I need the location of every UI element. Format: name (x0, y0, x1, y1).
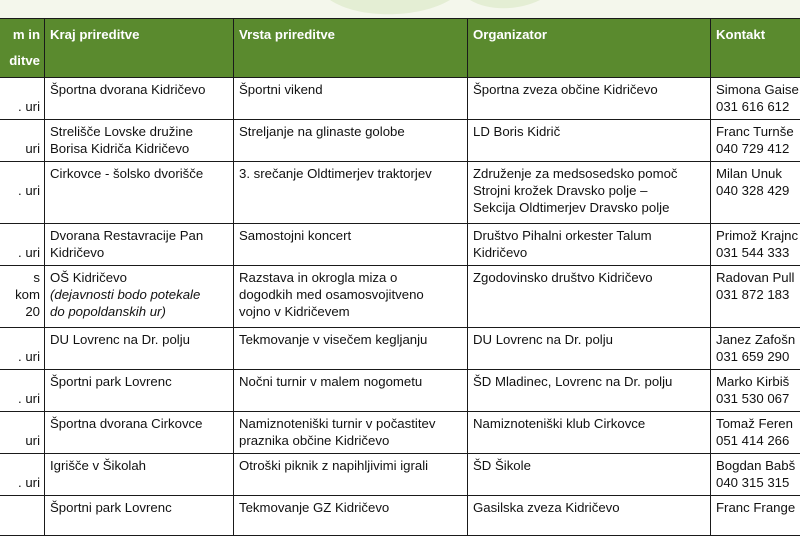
cell-event-type (234, 78, 468, 120)
cell-event-type-line: dogodkih med osamosvojitveno (239, 286, 463, 303)
header-date-time (0, 19, 45, 78)
table-row (0, 412, 800, 454)
cell-location-line: Cirkovce - šolsko dvorišče (50, 165, 229, 182)
cell-date-time (0, 78, 45, 120)
cell-event-type (234, 454, 468, 496)
cell-contact-line: Bogdan Babš (716, 457, 800, 474)
cell-date-time-line (0, 457, 40, 474)
cell-contact (711, 162, 800, 224)
header-date-line-2: ditve (0, 48, 40, 74)
cell-event-type (234, 120, 468, 162)
cell-contact-line: Franc Frange (716, 499, 800, 516)
cell-organizer (468, 454, 711, 496)
cell-event-type-line: Nočni turnir v malem nogometu (239, 373, 463, 390)
cell-contact-line: 040 315 315 (716, 474, 800, 491)
cell-organizer-line: Sekcija Oldtimerjev Dravsko polje (473, 199, 706, 216)
cell-contact-line: Simona Gaise (716, 81, 800, 98)
cell-organizer-line: Športna zveza občine Kidričevo (473, 81, 706, 98)
cell-contact (711, 266, 800, 328)
cell-organizer (468, 162, 711, 224)
cell-organizer (468, 412, 711, 454)
table-row (0, 454, 800, 496)
cell-organizer (468, 78, 711, 120)
cell-organizer (468, 328, 711, 370)
table-row (0, 162, 800, 224)
cell-date-time-line (0, 415, 40, 432)
cell-date-time-line (0, 123, 40, 140)
cell-organizer (468, 496, 711, 536)
table-row (0, 370, 800, 412)
cell-date-time (0, 328, 45, 370)
cell-contact-line: Marko Kirbiš (716, 373, 800, 390)
cell-date-time (0, 120, 45, 162)
cell-organizer-line: Strojni krožek Dravsko polje – (473, 182, 706, 199)
cell-date-time-line (0, 499, 40, 516)
cell-contact (711, 120, 800, 162)
cell-event-type-line: Tekmovanje v visečem kegljanju (239, 331, 463, 348)
cell-date-time-line (0, 331, 40, 348)
cell-location-line: Strelišče Lovske družine (50, 123, 229, 140)
cell-contact-line: 040 729 412 (716, 140, 800, 157)
cell-location-line: Igrišče v Šikolah (50, 457, 229, 474)
cell-contact (711, 454, 800, 496)
cell-date-time-line (0, 81, 40, 98)
cell-location (45, 412, 234, 454)
cell-organizer-line: Društvo Pihalni orkester Talum (473, 227, 706, 244)
cell-location-note: do popoldanskih ur) (50, 303, 229, 320)
table-row (0, 496, 800, 536)
cell-date-time-line: . uri (0, 98, 40, 115)
table-row (0, 78, 800, 120)
cell-organizer-line: ŠD Šikole (473, 457, 706, 474)
cell-organizer-line: Kidričevo (473, 244, 706, 261)
cell-date-time-line: . uri (0, 348, 40, 365)
table-body (0, 78, 800, 536)
cell-contact (711, 370, 800, 412)
cell-date-time-line: uri (0, 140, 40, 157)
cell-contact-line: Milan Unuk (716, 165, 800, 182)
cell-organizer (468, 120, 711, 162)
cell-date-time-line (0, 165, 40, 182)
cell-date-time-line: . uri (0, 244, 40, 261)
cell-organizer-line: Namiznoteniški klub Cirkovce (473, 415, 706, 432)
cell-event-type-line: Samostojni koncert (239, 227, 463, 244)
cell-contact (711, 78, 800, 120)
table-row (0, 266, 800, 328)
cell-organizer-line: Združenje za medsosedsko pomoč (473, 165, 706, 182)
cell-event-type-line: vojno v Kidričevem (239, 303, 463, 320)
cell-date-time (0, 454, 45, 496)
cell-event-type-line: 3. srečanje Oldtimerjev traktorjev (239, 165, 463, 182)
cell-organizer (468, 224, 711, 266)
cell-location (45, 224, 234, 266)
cell-event-type (234, 496, 468, 536)
cell-location-line: DU Lovrenc na Dr. polju (50, 331, 229, 348)
cell-location-line: Borisa Kidriča Kidričevo (50, 140, 229, 157)
cell-location (45, 78, 234, 120)
cell-contact-line: Tomaž Feren (716, 415, 800, 432)
cell-event-type (234, 370, 468, 412)
cell-location-line: Kidričevo (50, 244, 229, 261)
cell-date-time (0, 224, 45, 266)
cell-contact-line: Radovan Pull (716, 269, 800, 286)
events-table (0, 18, 800, 536)
table-row (0, 328, 800, 370)
cell-contact-line: 040 328 429 (716, 182, 800, 199)
header-event-type: Vrsta prireditve (234, 19, 468, 78)
cell-contact-line: 031 544 333 (716, 244, 800, 261)
cell-date-time-line (0, 227, 40, 244)
cell-location-line: Dvorana Restavracije Pan (50, 227, 229, 244)
header-organizer: Organizator (468, 19, 711, 78)
cell-date-time-line: . uri (0, 390, 40, 407)
cell-location (45, 370, 234, 412)
cell-event-type-line: praznika občine Kidričevo (239, 432, 463, 449)
cell-contact (711, 328, 800, 370)
header-location: Kraj prireditve (45, 19, 234, 78)
cell-event-type (234, 266, 468, 328)
cell-organizer (468, 266, 711, 328)
cell-location-note: (dejavnosti bodo potekale (50, 286, 229, 303)
cell-contact-line: Primož Krajnc (716, 227, 800, 244)
cell-date-time (0, 496, 45, 536)
cell-date-time-line: . uri (0, 474, 40, 491)
table-header-row (0, 19, 800, 78)
cell-location (45, 266, 234, 328)
cell-contact-line: 031 530 067 (716, 390, 800, 407)
cell-organizer-line: LD Boris Kidrič (473, 123, 706, 140)
cell-contact (711, 224, 800, 266)
cell-contact-line: 051 414 266 (716, 432, 800, 449)
events-table-container (0, 18, 800, 536)
cell-event-type (234, 412, 468, 454)
cell-contact-line: Franc Turnše (716, 123, 800, 140)
cell-event-type-line: Športni vikend (239, 81, 463, 98)
table-row (0, 120, 800, 162)
cell-date-time (0, 370, 45, 412)
cell-event-type-line: Namiznoteniški turnir v počastitev (239, 415, 463, 432)
cell-event-type-line: Razstava in okrogla miza o (239, 269, 463, 286)
cell-event-type-line: Otroški piknik z napihljivimi igrali (239, 457, 463, 474)
cell-organizer-line: Gasilska zveza Kidričevo (473, 499, 706, 516)
header-contact: Kontakt (711, 19, 800, 78)
cell-location-line: Športni park Lovrenc (50, 373, 229, 390)
table-row (0, 224, 800, 266)
cell-date-time (0, 266, 45, 328)
cell-location (45, 120, 234, 162)
cell-date-time-line: 20 (0, 303, 40, 320)
cell-date-time (0, 412, 45, 454)
cell-organizer-line: DU Lovrenc na Dr. polju (473, 331, 706, 348)
cell-event-type-line: Tekmovanje GZ Kidričevo (239, 499, 463, 516)
cell-location-line: Športni park Lovrenc (50, 499, 229, 516)
cell-organizer-line: Zgodovinsko društvo Kidričevo (473, 269, 706, 286)
cell-location (45, 454, 234, 496)
cell-date-time (0, 162, 45, 224)
cell-event-type (234, 224, 468, 266)
cell-event-type (234, 162, 468, 224)
cell-contact (711, 412, 800, 454)
cell-event-type (234, 328, 468, 370)
cell-location-line: Športna dvorana Kidričevo (50, 81, 229, 98)
cell-contact-line: 031 659 290 (716, 348, 800, 365)
cell-date-time-line (0, 373, 40, 390)
cell-contact (711, 496, 800, 536)
cell-organizer (468, 370, 711, 412)
cell-contact-line: 031 616 612 (716, 98, 800, 115)
cell-organizer-line: ŠD Mladinec, Lovrenc na Dr. polju (473, 373, 706, 390)
cell-location (45, 328, 234, 370)
cell-location-line: Športna dvorana Cirkovce (50, 415, 229, 432)
cell-contact-line: 031 872 183 (716, 286, 800, 303)
cell-event-type-line: Streljanje na glinaste golobe (239, 123, 463, 140)
cell-date-time-line: s (0, 269, 40, 286)
cell-date-time-line: uri (0, 432, 40, 449)
cell-location (45, 162, 234, 224)
header-date-line-1: m in (0, 22, 40, 48)
cell-date-time-line: kom (0, 286, 40, 303)
cell-location (45, 496, 234, 536)
cell-contact-line: Janez Zafošn (716, 331, 800, 348)
cell-location-line: OŠ Kidričevo (50, 269, 229, 286)
cell-date-time-line: . uri (0, 182, 40, 199)
